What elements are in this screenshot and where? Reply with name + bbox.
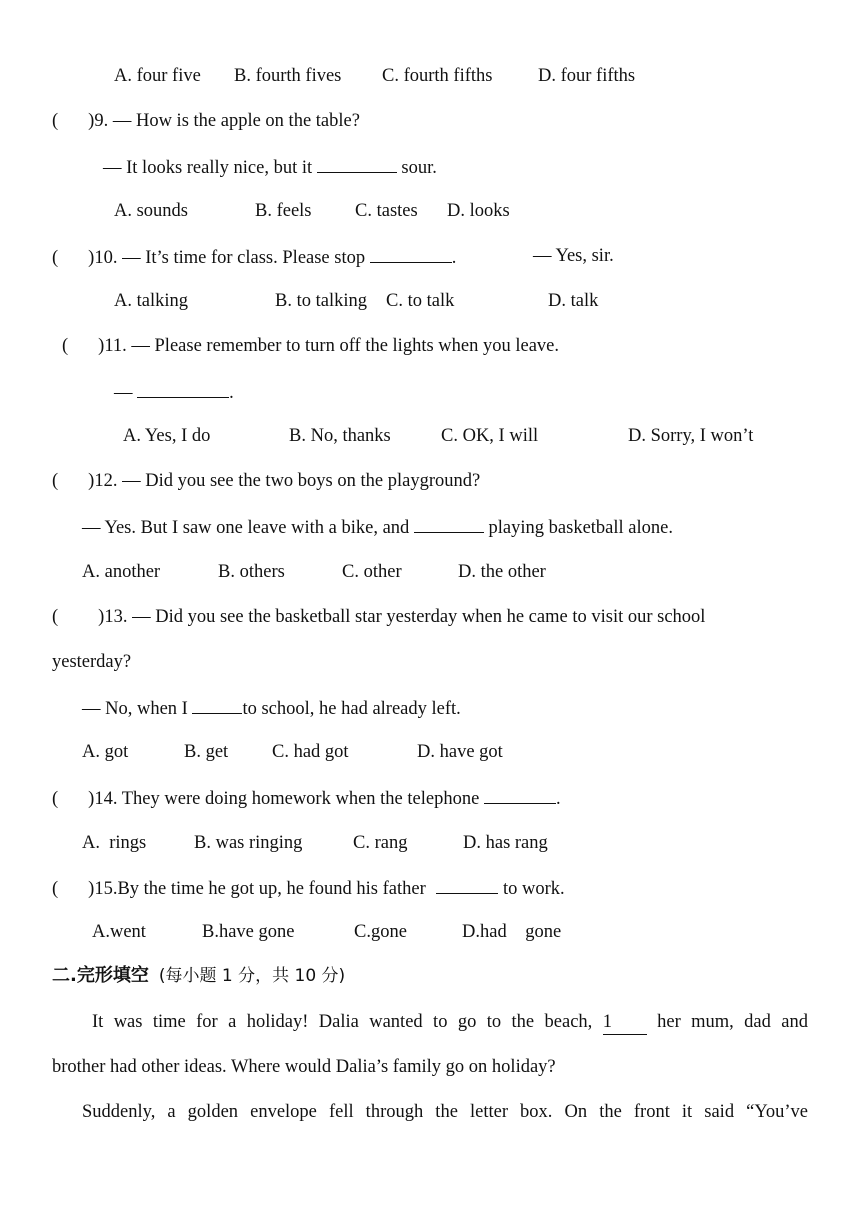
q13-reply-end: to school, he had already left.: [242, 699, 461, 719]
answer-blank: [137, 379, 229, 398]
answer-bracket-open: (: [62, 336, 69, 356]
q10-text: )10. — It’s time for class. Please stop: [88, 248, 370, 268]
q12-reply: [82, 514, 673, 540]
q12-question: [52, 469, 480, 493]
q14-option-a: A. rings: [82, 833, 147, 853]
q14-question: [52, 785, 561, 811]
q13-text: )13. — Did you see the basketball star yesterday when he came to visit our school: [98, 607, 706, 627]
q12-option-b: B. others: [218, 562, 285, 582]
answer-blank: [484, 785, 556, 804]
q13-option-c: C. had got: [272, 742, 349, 762]
q12-reply-end: playing basketball alone.: [483, 518, 673, 538]
q10-reply: — Yes, sir.: [533, 246, 614, 266]
q9-option-a: A. sounds: [114, 201, 189, 221]
q12-text: )12. — Did you see the two boys on the playground?: [88, 471, 481, 491]
cloze-blank-1: 1: [603, 1010, 647, 1035]
q11-option-b: B. No, thanks: [289, 426, 391, 446]
q15-question: [52, 875, 565, 901]
q9-reply-start: — It looks really nice, but it: [103, 158, 317, 178]
q12-option-a: A. another: [82, 562, 161, 582]
q15-option-c: C.gone: [354, 922, 407, 942]
passage-line-2: brother had other ideas. Where would Dalia’s family go on holiday?: [52, 1057, 556, 1077]
q8-option-d: D. four fifths: [538, 66, 636, 86]
passage-line-1: [52, 1010, 808, 1035]
answer-blank: [192, 695, 242, 714]
passage-paragraph-2: Suddenly, a golden envelope fell through the letter box. On the front it said “You’ve: [82, 1102, 808, 1122]
answer-blank: [317, 154, 397, 173]
q10-question: [52, 244, 456, 270]
section-title: 二.完形填空: [52, 965, 149, 986]
q10-option-b: B. to talking: [275, 291, 367, 311]
passage-text: It was time for a holiday! Dalia wanted to go to the beach,: [92, 1012, 603, 1032]
q9-option-d: D. looks: [447, 201, 510, 221]
q11-option-c: C. OK, I will: [441, 426, 539, 446]
q9-option-b: B. feels: [255, 201, 312, 221]
q14-option-b: B. was ringing: [194, 833, 303, 853]
q8-option-b: B. fourth fives: [234, 66, 342, 86]
q10-option-d: D. talk: [548, 291, 599, 311]
answer-blank: [370, 244, 452, 263]
q10-option-c: C. to talk: [386, 291, 455, 311]
q11-question: [62, 334, 559, 358]
q12-option-d: D. the other: [458, 562, 546, 582]
q13-question-wrap: yesterday?: [52, 652, 132, 672]
q9-question: [52, 109, 360, 133]
answer-blank: [436, 875, 498, 894]
answer-bracket-open: (: [52, 111, 59, 131]
q15-option-b: B.have gone: [202, 922, 295, 942]
section-heading: [52, 964, 345, 988]
q11-option-d: D. Sorry, I won’t: [628, 426, 754, 446]
answer-bracket-open: (: [52, 607, 59, 627]
q12-reply-start: — Yes. But I saw one leave with a bike, and: [82, 518, 414, 538]
q9-reply-end: sour.: [396, 158, 437, 178]
q8-option-a: A. four five: [114, 66, 201, 86]
q13-reply-start: — No, when I: [82, 699, 193, 719]
passage-text: her mum, dad and: [646, 1012, 808, 1032]
q15-end: to work.: [498, 879, 565, 899]
q14-option-d: D. has rang: [463, 833, 548, 853]
q13-option-a: A. got: [82, 742, 129, 762]
q10-option-a: A. talking: [114, 291, 188, 311]
q13-option-b: B. get: [184, 742, 229, 762]
q11-option-a: A. Yes, I do: [123, 426, 211, 446]
q15-option-d: D.had gone: [462, 922, 562, 942]
q11-reply: [114, 379, 234, 405]
q11-reply-end: .: [229, 383, 234, 403]
q13-option-d: D. have got: [417, 742, 503, 762]
answer-bracket-open: (: [52, 248, 59, 268]
q10-end: .: [451, 248, 457, 268]
answer-bracket-open: (: [52, 471, 59, 491]
q14-end: .: [555, 789, 561, 809]
q13-question: [52, 605, 705, 629]
answer-blank: [414, 514, 484, 533]
answer-bracket-open: (: [52, 789, 59, 809]
q8-option-c: C. fourth fifths: [382, 66, 493, 86]
q12-option-c: C. other: [342, 562, 402, 582]
answer-bracket-open: (: [52, 879, 59, 899]
q14-text: )14. They were doing homework when the telephone: [88, 789, 484, 809]
section-scoring-note: (每小题 1 分，共 10 分): [158, 966, 346, 986]
q14-option-c: C. rang: [353, 833, 408, 853]
q9-option-c: C. tastes: [355, 201, 418, 221]
q9-text: )9. — How is the apple on the table?: [88, 111, 360, 131]
q15-option-a: A.went: [92, 922, 146, 942]
q13-reply: [82, 695, 461, 721]
q9-reply: [103, 154, 437, 180]
q11-reply-start: —: [114, 383, 138, 403]
q15-text: )15.By the time he got up, he found his father: [88, 879, 431, 899]
q11-text: )11. — Please remember to turn off the lights when you leave.: [98, 336, 560, 356]
